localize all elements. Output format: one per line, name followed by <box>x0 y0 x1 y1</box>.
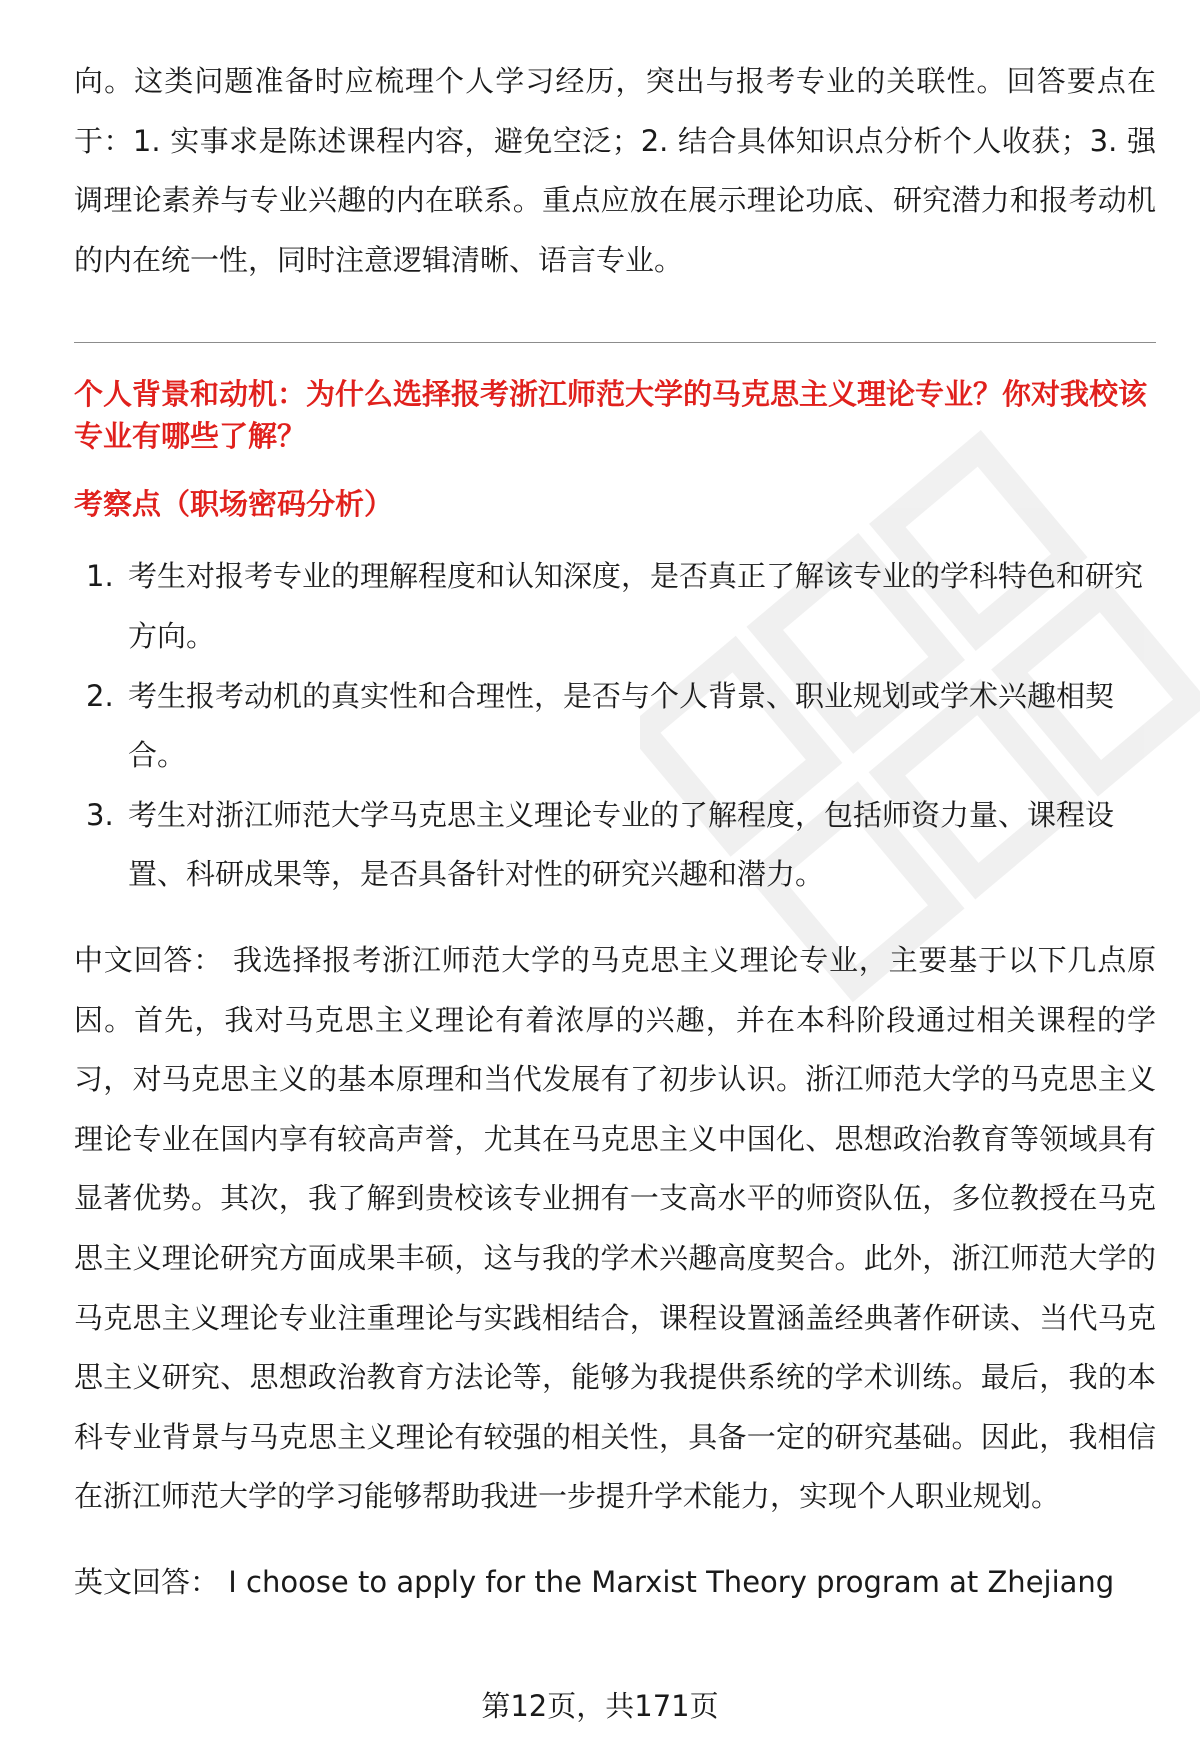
list-item <box>74 547 1156 666</box>
page-footer: 第12页，共171页 <box>481 1689 719 1723</box>
chinese-answer-label: 中文回答： <box>74 942 223 977</box>
document-page <box>74 52 1156 1612</box>
chinese-answer <box>74 931 1156 1527</box>
question-title: 个人背景和动机：为什么选择报考浙江师范大学的马克思主义理论专业？你对我校该专业有哪些了解？ <box>74 377 1148 454</box>
chinese-answer-text: 我选择报考浙江师范大学的马克思主义理论专业，主要基于以下几点原因。首先，我对马克思主义理论有着浓厚的兴趣，并在本科阶段通过相关课程的学习，对马克思主义的基本原理和当代发展有了初步认识。浙江师范大学的马克思主义理论专业在国内享有较高声誉，尤其在马克思主义中国化、思想政治教育等领域具有显著优势。其次，我了解到贵校该专业拥有一支高水平的师资队伍，多位教授在马克思主义理论研究方面成果丰硕，这与我的学术兴趣高度契合。此外，浙江师范大学的马克思主义理论专业注重理论与实践相结合，课程设置涵盖经典著作研读、当代马克思主义研究、思想政治教育方法论等，能够为我提供系统的学术训练。最后，我的本科专业背景与马克思主义理论有较强的相关性，具备一定的研究基础。因此，我相信在浙江师范大学的学习能够帮助我进一步提升学术能力，实现个人职业规划。 <box>74 942 1156 1514</box>
list-item-text: 考生报考动机的真实性和合理性，是否与个人背景、职业规划或学术兴趣相契合。 <box>128 678 1115 773</box>
list-item-number: 1. <box>86 559 114 594</box>
list-item <box>74 786 1156 905</box>
list-item-number: 3. <box>86 797 114 832</box>
list-item <box>74 667 1156 786</box>
section-divider <box>74 342 1156 343</box>
list-item-text: 考生对浙江师范大学马克思主义理论专业的了解程度，包括师资力量、课程设置、科研成果等，是否具备针对性的研究兴趣和潜力。 <box>128 797 1115 892</box>
points-list <box>74 547 1156 905</box>
english-answer-label: 英文回答： <box>74 1564 220 1599</box>
list-item-number: 2. <box>86 678 114 713</box>
intro-paragraph: 向。这类问题准备时应梳理个人学习经历，突出与报考专业的关联性。回答要点在于：1. 实事求是陈述课程内容，避免空泛；2. 结合具体知识点分析个人收获；3. 强调理论素养与专业兴趣的内在联系。重点应放在展示理论功底、研究潜力和报考动机的内在统一性，同时注意逻辑清晰、语言专业。 <box>74 64 1156 277</box>
english-answer <box>74 1553 1156 1613</box>
points-heading: 考察点（职场密码分析） <box>74 487 394 522</box>
english-answer-text: I choose to apply for the Marxist Theory program at Zhejiang <box>228 1564 1115 1599</box>
list-item-text: 考生对报考专业的理解程度和认知深度，是否真正了解该专业的学科特色和研究方向。 <box>128 559 1144 653</box>
